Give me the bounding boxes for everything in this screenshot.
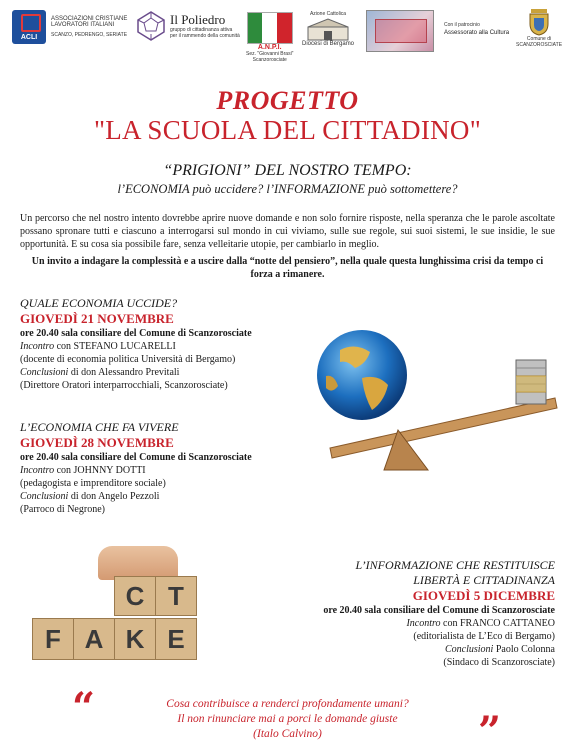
event-place: ore 20.40 sala consiliare del Comune di Scanzorosciate xyxy=(20,452,252,463)
event-block xyxy=(20,296,320,392)
anpi-logo xyxy=(246,12,293,63)
azione-line1: Azione Cattolica xyxy=(309,11,347,17)
bottom-block-e: E xyxy=(155,618,197,660)
poliedro-name: Il Poliedro xyxy=(170,12,226,27)
intro-paragraph: Un percorso che nel nostro intento dovrebbe aprire nuove domande e non solo fornire risposte, nella speranza che le parole ascoltate possano spronare tutti e ciascuno a interrogarsi sul mondo in cui viviamo, sulle sue regole, sui suoi sistemi, le sue insidie, le sue opportunità. E su cosa sia possibile fare, senza velleitarie utopie, per cambiarlo in meglio. xyxy=(20,213,555,250)
acli-line1: ASSOCIAZIONI CRISTIANE xyxy=(51,16,128,22)
event-block xyxy=(235,558,555,669)
quote-line1: Cosa contribuisce a renderci profondamente umani? xyxy=(166,698,409,710)
event-date: GIOVEDÌ 21 NOVEMBRE xyxy=(20,311,174,326)
church-icon xyxy=(304,17,352,41)
close-quote-icon: ” xyxy=(478,708,502,755)
event-block xyxy=(20,420,320,516)
acli-line3: SCANZO, PEDRENGO, SERIATE xyxy=(51,32,128,38)
event-conclusioni: Conclusioni di don Angelo Pezzoli xyxy=(20,491,160,502)
project-label: PROGETTO xyxy=(216,86,359,115)
anpi-line2: Scanzorosciate xyxy=(252,57,287,63)
event-category-line2: LIBERTÀ E CITTADINANZA xyxy=(413,573,555,587)
acli-emblem-icon: ACLI xyxy=(12,10,46,44)
event-incontro-role: (docente di economia politica Università di Bergamo) xyxy=(20,354,236,365)
event-place: ore 20.40 sala consiliare del Comune di Scanzorosciate xyxy=(323,605,555,616)
polyhedron-icon xyxy=(136,10,166,42)
quote-author: (Italo Calvino) xyxy=(253,728,322,740)
event-date: GIOVEDÌ 5 DICEMBRE xyxy=(412,588,555,603)
fake-blocks-illustration xyxy=(14,546,214,670)
event-conclusioni-role: (Direttore Oratori interparrocchiali, Scanzorosciate) xyxy=(20,380,228,391)
comune-logo xyxy=(516,8,562,48)
scuola-photo-logo xyxy=(366,10,434,52)
event-incontro: Incontro con STEFANO LUCARELLI xyxy=(20,341,176,352)
event-incontro-role: (editorialista de L’Eco di Bergamo) xyxy=(413,631,555,642)
italian-flag-icon xyxy=(247,12,293,44)
patrocinio-line2: Assessorato alla Cultura xyxy=(444,30,510,36)
open-quote-icon: “ xyxy=(72,684,96,731)
acli-line2: LAVORATORI ITALIANI xyxy=(51,22,115,28)
top-block-c: C xyxy=(114,576,156,616)
bottom-block-f: F xyxy=(32,618,74,660)
coat-of-arms-icon xyxy=(528,8,550,36)
poliedro-logo xyxy=(136,10,240,42)
patrocinio-line1: Con il patrocinio xyxy=(444,22,480,28)
coin-stack-icon xyxy=(516,360,546,404)
comune-line1: Comune di xyxy=(526,36,552,42)
azione-cattolica-logo xyxy=(302,11,354,47)
subtitle-questions: l’ECONOMIA può uccidere? l’INFORMAZIONE può sottomettere? xyxy=(117,182,458,196)
globe-seesaw-illustration xyxy=(300,330,560,480)
event-incontro: Incontro con JOHNNY DOTTI xyxy=(20,465,146,476)
event-date: GIOVEDÌ 28 NOVEMBRE xyxy=(20,435,174,450)
subtitle-heading: “PRIGIONI” DEL NOSTRO TEMPO: xyxy=(163,162,412,179)
event-conclusioni-role: (Sindaco di Scanzorosciate) xyxy=(443,657,555,668)
azione-line2: Diocesi di Bergamo xyxy=(302,41,355,47)
intro-invitation: Un invito a indagare la complessità e a uscire dalla “notte del pensiero”, nella quale questa lunghissima crisi da tempo ci forza a rimanere. xyxy=(31,256,544,280)
event-category: L’ECONOMIA CHE FA VIVERE xyxy=(20,420,179,434)
event-incontro-role: (pedagogista e imprenditore sociale) xyxy=(20,478,166,489)
patrocinio-block xyxy=(444,22,509,36)
event-conclusioni: Conclusioni di don Alessandro Previtali xyxy=(20,367,180,378)
top-block-t: T xyxy=(155,576,197,616)
poliedro-line2: per il rammendo della comunità xyxy=(170,33,240,39)
acli-logo xyxy=(12,10,127,44)
event-conclusioni: Conclusioni Paolo Colonna xyxy=(444,644,555,655)
poliedro-line1: gruppo di cittadinanza attiva xyxy=(170,27,233,33)
bottom-block-a: A xyxy=(73,618,115,660)
anpi-name: A.N.P.I. xyxy=(257,44,282,51)
quote-line2: Il non rinunciare mai a porci le domande giuste xyxy=(177,713,398,725)
event-category-line1: L’INFORMAZIONE CHE RESTITUISCE xyxy=(355,558,555,572)
event-incontro: Incontro con FRANCO CATTANEO xyxy=(406,618,555,629)
comune-line2: SCANZOROSCIATE xyxy=(516,42,563,48)
event-place: ore 20.40 sala consiliare del Comune di Scanzorosciate xyxy=(20,328,252,339)
bottom-block-k: K xyxy=(114,618,156,660)
project-title: "LA SCUOLA DEL CITTADINO" xyxy=(93,115,482,145)
anpi-line1: Sez. "Giovanni Brasi" xyxy=(246,51,294,57)
event-conclusioni-role: (Parroco di Negrone) xyxy=(20,504,105,515)
event-category: QUALE ECONOMIA UCCIDE? xyxy=(20,296,178,310)
